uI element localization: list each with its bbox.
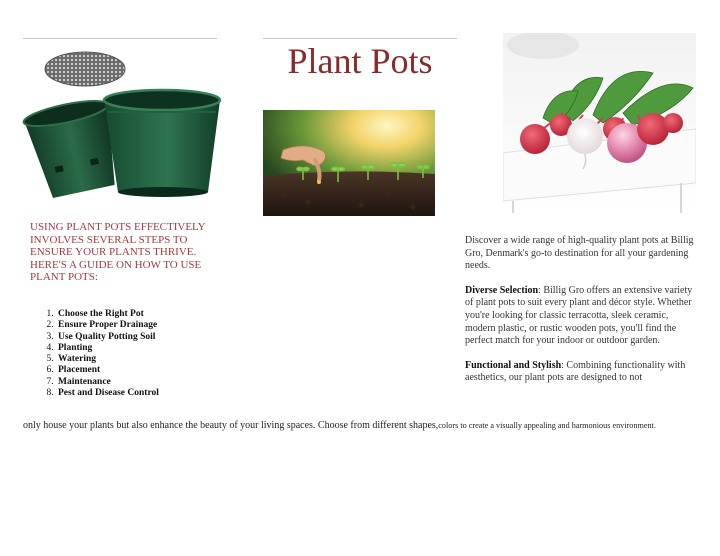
list-item: 3. Use Quality Potting Soil xyxy=(56,332,159,343)
continuation-text xyxy=(23,420,713,432)
list-item: 5. Watering xyxy=(56,354,159,365)
section-label: Functional and Stylish xyxy=(465,359,562,371)
continuation-small: colors to create a visually appealing and harmonious environment. xyxy=(438,421,656,430)
plant-pots-image xyxy=(22,42,222,202)
list-item: 1. Choose the Right Pot xyxy=(56,309,159,320)
page-title: Plant Pots xyxy=(287,41,433,81)
section-label: Diverse Selection xyxy=(465,284,539,296)
about-section-diverse xyxy=(465,285,697,348)
about-column xyxy=(465,235,697,397)
list-item: 2. Ensure Proper Drainage xyxy=(56,320,159,331)
continuation-main: only house your plants but also enhance the beauty of your living spaces. Choose from different shapes, xyxy=(23,420,439,431)
list-item: 4. Planting xyxy=(56,343,159,354)
about-section-functional xyxy=(465,360,697,385)
list-item: 8. Pest and Disease Control xyxy=(56,388,159,399)
guide-heading: USING PLANT POTS EFFECTIVELY INVOLVES SEVERAL STEPS TO ENSURE YOUR PLANTS THRIVE. HERE'S A GUIDE ON HOW TO USE PLANT POTS: xyxy=(30,221,206,284)
seedlings-image xyxy=(263,110,435,216)
top-rule-left xyxy=(23,38,217,39)
section-text: : Billig Gro offers an extensive variety of plant pots to suit every plant and décor style. Whether you're looking for classic terracotta, sleek ceramic, modern plastic, or rustic wooden pots, you'll find the perfect match for your indoor or outdoor garden. xyxy=(465,284,693,347)
section-text: : Combining functionality with aesthetics, our plant pots are designed to not xyxy=(465,359,686,384)
top-rule-center xyxy=(263,38,457,39)
guide-steps-list xyxy=(38,309,159,399)
radishes-image xyxy=(503,33,696,213)
list-item: 6. Placement xyxy=(56,365,159,376)
about-intro: Discover a wide range of high-quality plant pots at Billig Gro, Denmark's go-to destination for all your gardening needs. xyxy=(465,235,694,272)
list-item: 7. Maintenance xyxy=(56,377,159,388)
